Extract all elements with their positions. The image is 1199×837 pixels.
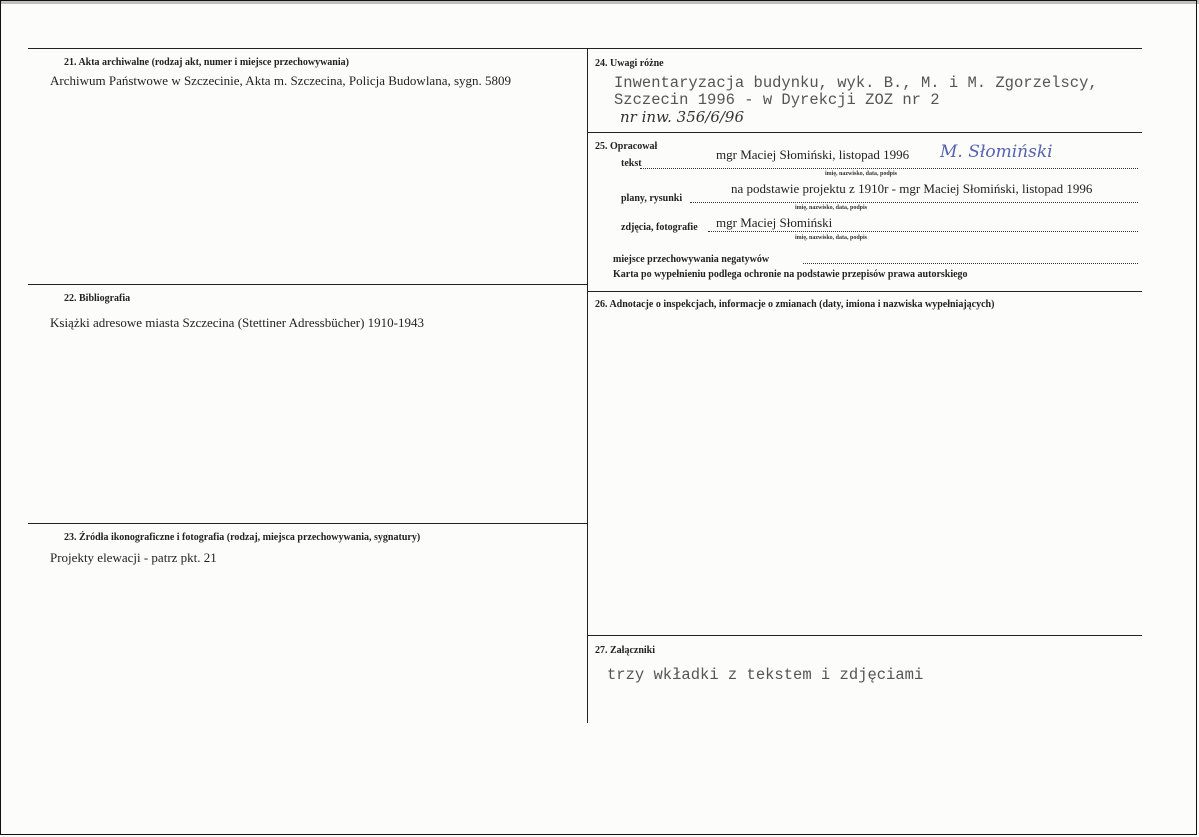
- rule-24-25: [587, 132, 1142, 133]
- column-divider: [587, 48, 588, 723]
- sec27-label: 27. Załączniki: [595, 645, 656, 656]
- sec25-label: 25. Opracował: [595, 141, 658, 152]
- plany-label: plany, rysunki: [621, 193, 683, 204]
- sec27-typed-text: trzy wkładki z tekstem i zdjęciami: [607, 666, 924, 684]
- rule-22-23: [28, 523, 587, 524]
- sec23-text: Projekty elewacji - patrz pkt. 21: [50, 550, 217, 565]
- tekst-value: mgr Maciej Słomiński, listopad 1996: [716, 147, 910, 162]
- rule-21-22: [28, 284, 587, 285]
- negatywy-label: miejsce przechowywania negatywów: [613, 254, 770, 265]
- tekst-caption: imię, nazwisko, data, podpis: [825, 171, 898, 177]
- sec24-handwritten-inventory: nr inw. 356/6/96: [620, 108, 745, 126]
- plany-caption: imię, nazwisko, data, podpis: [795, 205, 868, 211]
- sec24-typed-line1: Inwentaryzacja budynku, wyk. B., M. i M. Zgorzelscy,: [614, 74, 1098, 92]
- tekst-dotted-line: [640, 168, 1138, 169]
- sec24-typed-line2: Szczecin 1996 - w Dyrekcji ZOZ nr 2: [614, 91, 940, 109]
- zdjecia-caption: imię, nazwisko, data, podpis: [795, 235, 868, 241]
- sec24-label: 24. Uwagi różne: [595, 58, 664, 69]
- sec21-label: 21. Akta archiwalne (rodzaj akt, numer i miejsce przechowywania): [64, 57, 349, 68]
- sec22-text: Książki adresowe miasta Szczecina (Stettiner Adressbücher) 1910-1943: [50, 315, 424, 330]
- copyright-note: Karta po wypełnieniu podlega ochronie na podstawie przepisów prawa autorskiego: [613, 269, 968, 280]
- sec26-label: 26. Adnotacje o inspekcjach, informacje o zmianach (daty, imiona i nazwiska wypełniających): [595, 299, 995, 310]
- plany-dotted-line: [690, 202, 1138, 203]
- sec23-label: 23. Źródła ikonograficzne i fotografia (rodzaj, miejsca przechowywania, sygnatury): [64, 532, 421, 543]
- sec22-label: 22. Bibliografia: [64, 293, 131, 304]
- sec21-text: Archiwum Państwowe w Szczecinie, Akta m. Szczecina, Policja Budowlana, sygn. 5809: [50, 73, 512, 88]
- author-signature: M. Słomiński: [940, 142, 1053, 162]
- zdjecia-label: zdjęcia, fotografie: [621, 222, 698, 233]
- rule-25-26: [587, 291, 1142, 292]
- rule-26-27: [587, 635, 1142, 636]
- plany-value: na podstawie projektu z 1910r - mgr Maciej Słomiński, listopad 1996: [731, 181, 1093, 196]
- zdjecia-value: mgr Maciej Słomiński: [716, 215, 833, 230]
- tekst-label: tekst: [621, 158, 642, 169]
- top-rule: [28, 48, 1142, 49]
- negatywy-dotted-line: [803, 263, 1138, 264]
- zdjecia-dotted-line: [708, 231, 1138, 232]
